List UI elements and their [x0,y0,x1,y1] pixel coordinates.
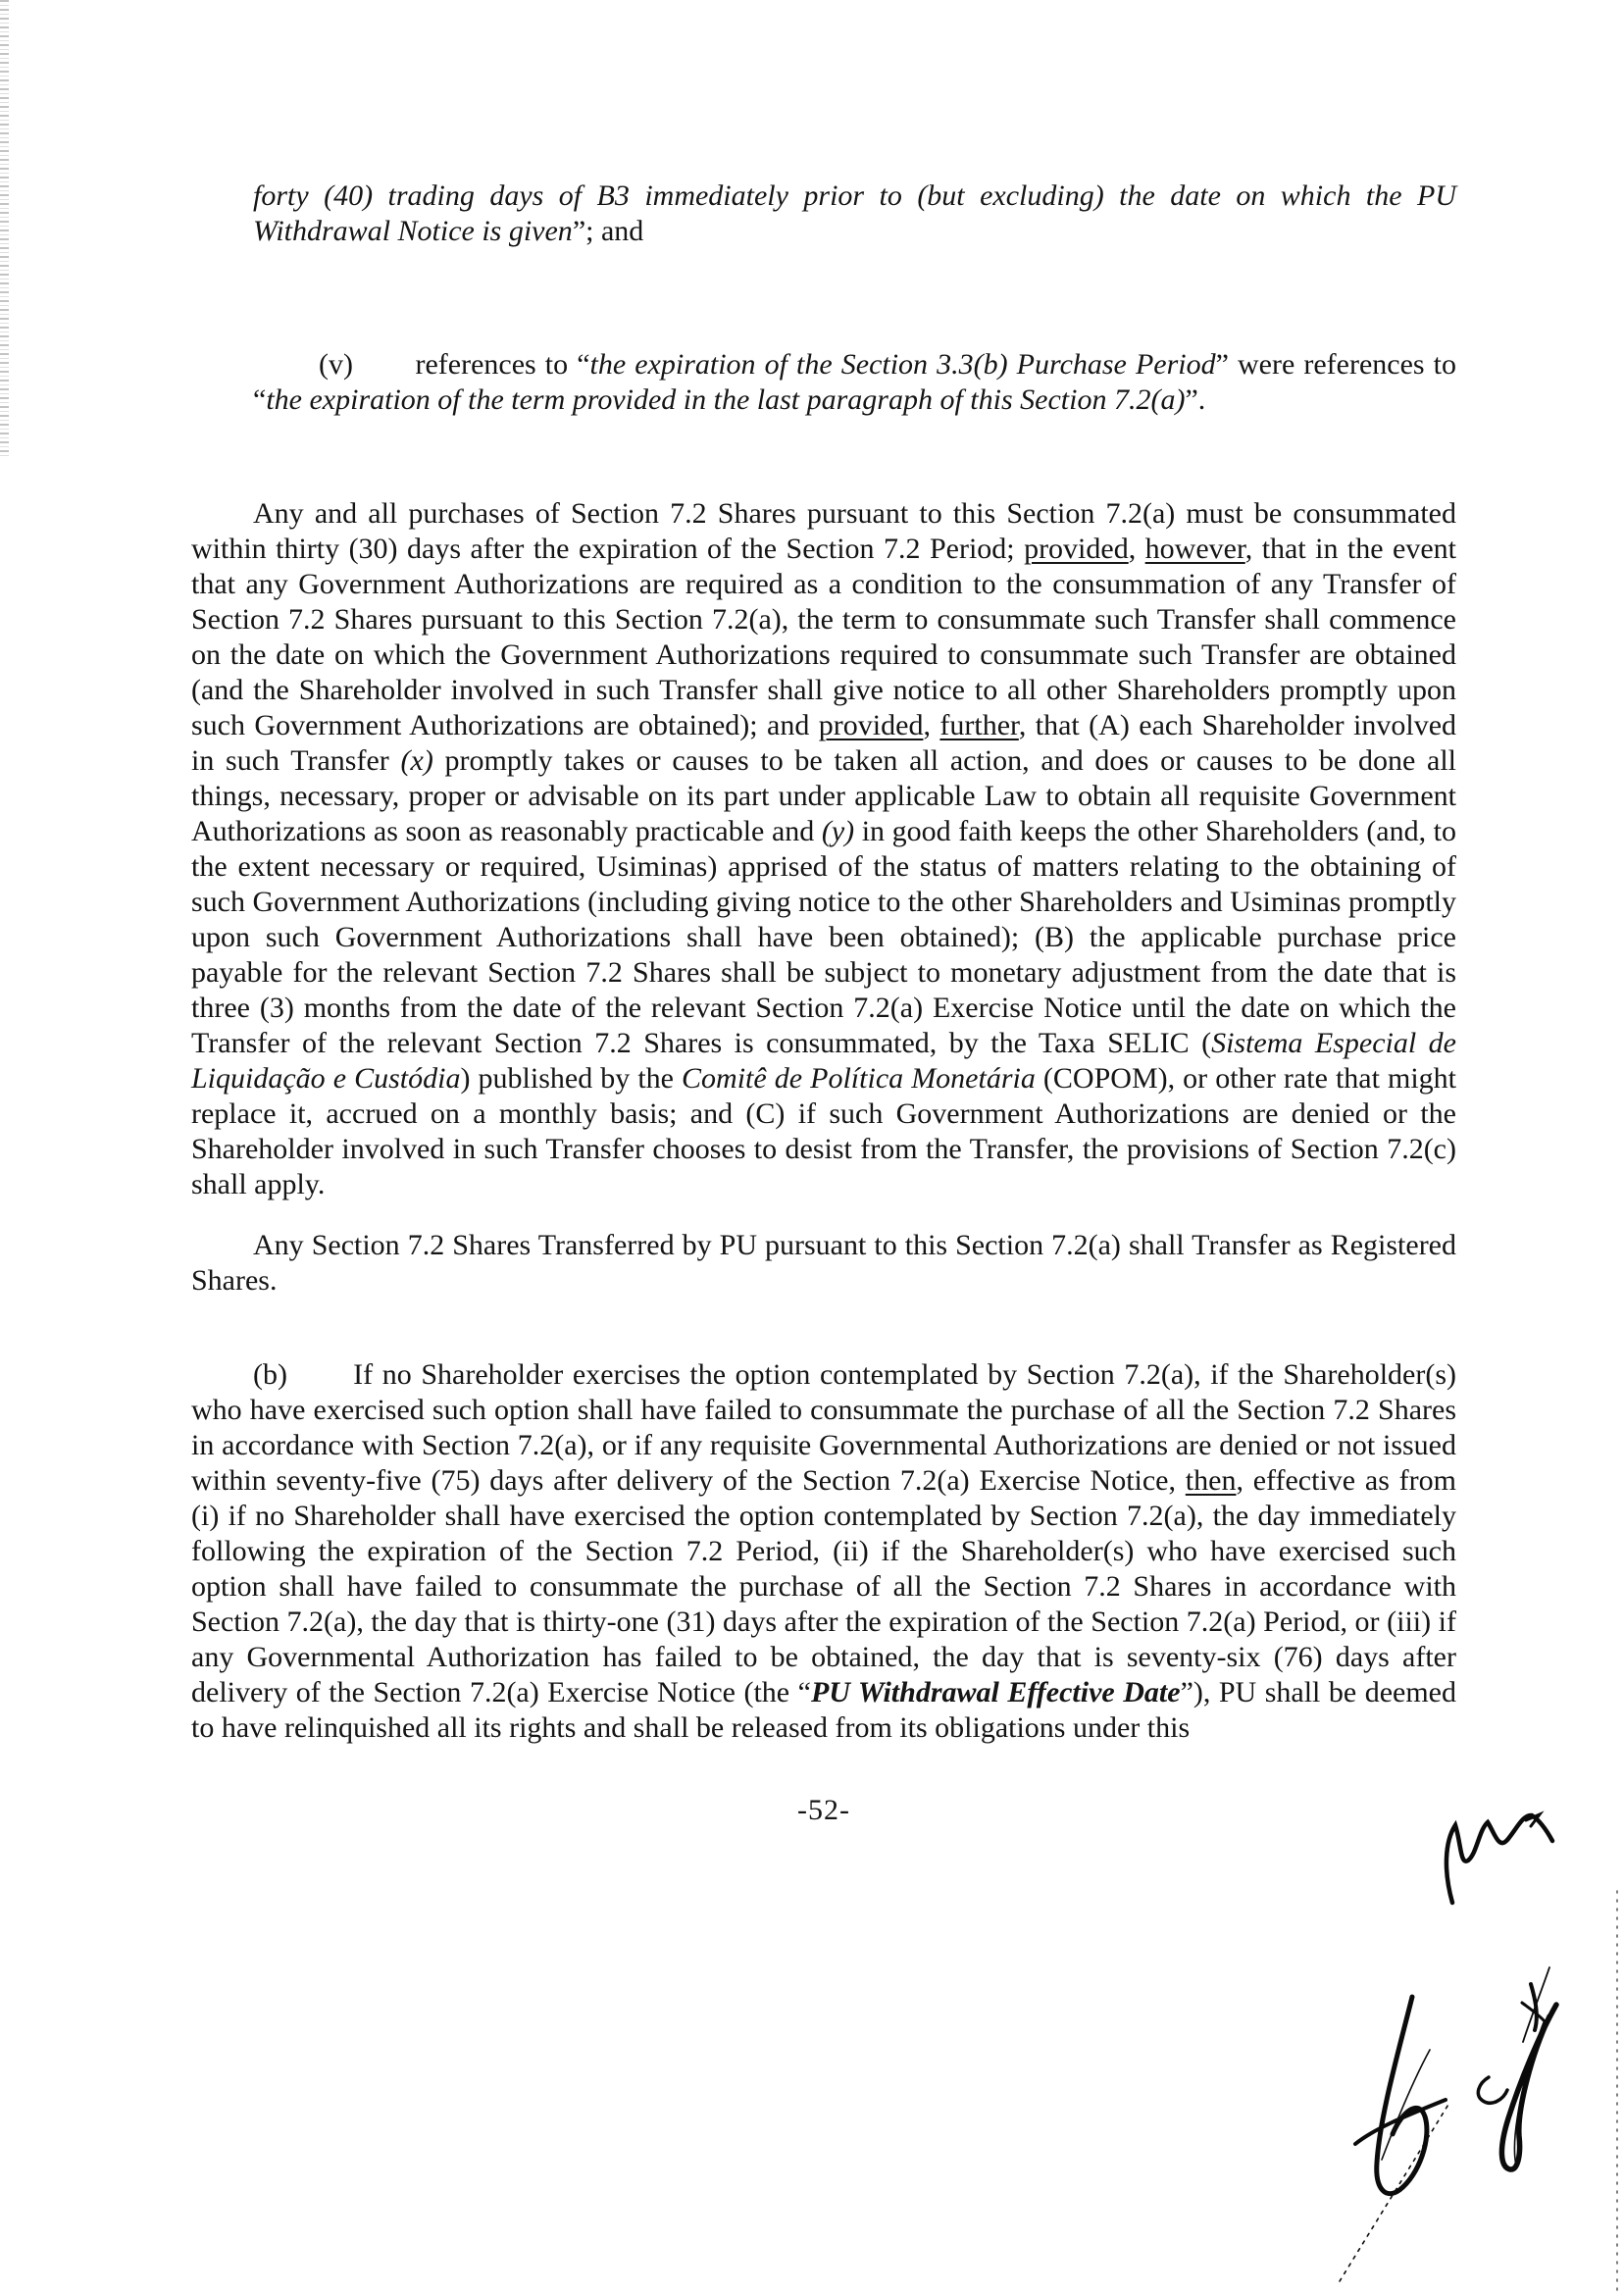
clause-v-paragraph: (v) references to “the expiration of the Section 3.3(b) Purchase Period” were references to “the expiration of the term provided in the last paragraph of this Section 7.2(a)”. [253,348,1456,416]
purchases-paragraph: Any and all purchases of Section 7.2 Shares pursuant to this Section 7.2(a) must be consummated within thirty (30) days after the expiration of the Section 7.2 Period; provided, however, that in the event that any Government Authorizations are required as a condition to the consummation of any Transfer of Section 7.2 Shares pursuant to this Section 7.2(a), the term to consummate such Transfer shall commence on the date on which the Government Authorizations required to consummate such Transfer are obtained (and the Shareholder involved in such Transfer shall give notice to all other Shareholders promptly upon such Government Authorizations are obtained); and provided, further, that (A) each Shareholder involved in such Transfer (x) promptly takes or causes to be taken all action, and does or causes to be done all things, necessary, proper or advisable on its part under applicable Law to obtain all requisite Government Authorizations as soon as reasonably practicable and (y) in good faith keeps the other Shareholders (and, to the extent necessary or required, Usiminas) apprised of the status of matters relating to the obtaining of such Government Authorizations (including giving notice to the other Shareholders and Usiminas promptly upon such Government Authorizations shall have been obtained); (B) the applicable purchase price payable for the relevant Section 7.2 Shares shall be subject to monetary adjustment from the date that is three (3) months from the date of the relevant Section 7.2(a) Exercise Notice until the date on which the Transfer of the relevant Section 7.2 Shares is consummated, by the Taxa SELIC (Sistema Especial de Liquidação e Custódia) published by the Comitê de Política Monetária (COPOM), or other rate that might replace it, accrued on a monthly basis; and (C) if such Government Authorizations are denied or the Shareholder involved in such Transfer chooses to desist from the Transfer, the provisions of Section 7.2(c) shall apply. [191,497,1457,1200]
margin-initials-mark [1446,1814,1552,1903]
signature-mark [1340,1967,1556,2281]
quoted-text-continuation: forty (40) trading days of B3 immediately prior to (but excluding) the date on which the PU Withdrawal Notice is given”; and [253,179,1456,247]
clause-b-paragraph: (b) If no Shareholder exercises the option contemplated by Section 7.2(a), if the Shareholder(s) who have exercised such option shall have failed to consummate the purchase of all the Section 7.2 Shares in accordance with Section 7.2(a), or if any requisite Governmental Authorizations are denied or not issued within seventy-five (75) days after delivery of the Section 7.2(a) Exercise Notice, then, effective as from (i) if no Shareholder shall have exercised the option contemplated by Section 7.2(a), the day immediately following the expiration of the Section 7.2 Period, (ii) if the Shareholder(s) who have exercised such option shall have failed to consummate the purchase of all the Section 7.2 Shares in accordance with Section 7.2(a), the day that is thirty-one (31) days after the expiration of the Section 7.2(a) Period, or (iii) if any Governmental Authorization has failed to be obtained, the day that is seventy-six (76) days after delivery of the Section 7.2(a) Exercise Notice (the “PU Withdrawal Effective Date”), PU shall be deemed to have relinquished all its rights and shall be released from its obligations under this [191,1358,1456,1744]
document-body [191,178,1456,1828]
registered-shares-paragraph: Any Section 7.2 Shares Transferred by PU pursuant to this Section 7.2(a) shall Transfer as Registered Shares. [191,1229,1456,1297]
page-number: -52- [797,1794,850,1826]
scan-edge-artifact [0,0,9,459]
